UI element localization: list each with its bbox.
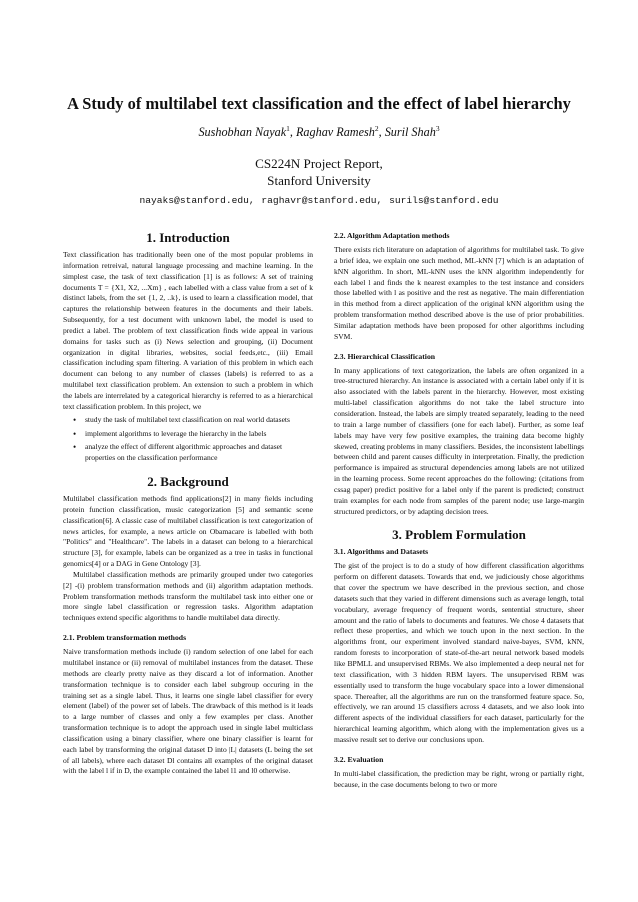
section-heading: 1. Introduction (146, 230, 230, 245)
paragraph: Multilabel classification methods are primarily grouped under two categories [2] -(i) problem transformation methods and (ii) algorithm adaptation methods. Problem transformation methods transform the multilabel task into either one or more single label classification or regression tasks. Algorithm adaptation techniques extend specific algorithms to handle multilabel data directly. (63, 569, 313, 623)
paper-title: A Study of multilabel text classification and the effect of label hierarchy (67, 94, 571, 113)
paragraph: Naive transformation methods include (i) random selection of one label for each multilabel instance or (ii) removal of multilabel instances from the dataset. These methods are clearly pretty naive as they discard a lot of information. Another transformation technique is to consider each label subgroup occuring in the training set as a single label. Thus, it learns one single label classifier for every element (label) of the power set of labels. The drawback of this method is it leads to a large number of classes and only a few examples per class. Another transformation technique is to adopt the approach used in single label multiclass classification using a binary classifier, where one binary classifier is learnt for each label by transforming the original dataset D into |L| datasets (L being the set of all labels), where each dataset Dl contains all examples of the original dataset with the label l if in D, the example contained the label l1 and l0 otherwise. (63, 647, 313, 776)
bullet-icon: • (73, 428, 77, 439)
right-column (334, 231, 584, 790)
author-list: Sushobhan Nayak$^1$, Raghav Ramesh$^2$, Suril Shah$^3$ (198, 124, 440, 140)
author-name: Sushobhan Nayak (198, 125, 287, 140)
author-affiliation: 3 (435, 124, 440, 133)
subsection-heading: 3.2. Evaluation (334, 754, 384, 764)
bullet-icon: • (73, 442, 77, 453)
subsection-heading: 2.1. Problem transformation methods (63, 633, 187, 643)
section-heading: 3. Problem Formulation (392, 527, 526, 543)
subsection-heading: 3.1. Algorithms and Datasets (334, 547, 429, 557)
author-affiliation: 1 (286, 124, 290, 133)
bullet-icon: • (73, 414, 77, 425)
author-name: Suril Shah (384, 125, 436, 140)
author-name: Raghav Ramesh (295, 125, 375, 140)
subsection-heading: 2.3. Hierarchical Classification (334, 351, 436, 361)
university-line: Stanford University (267, 173, 371, 188)
paragraph: In many applications of text categorization, the labels are often organized in a tree-structured hierarchy. An instance is associated with a certain label only if it is also associated with the labels parent in the hierarchy. However, most existing multi-label classification algorithms do not take the label structure into consideration. Instead, the labels are simply treated separately, leading to the need to train a large number of classifiers (one for each label). Further, as some leaf labels may have very few positive examples, the training data become highly skewed, creating problems in many classifiers. Besides, the inconsistent labellings between child and parent causes difficulty in interpretation. Finally, the prediction performance is impaired as structural dependencies among labels are not utilized in the learning process. Some recent approaches do the following: (citations from cssag paper) predict positive for a label only if the parent is predicted; construct train examples for each node from samples of the parent node; use large-margin structured predictors, or by adapting decision trees. (334, 365, 584, 516)
left-column (63, 230, 313, 777)
paragraph: In multi-label classification, the prediction may be right, wrong or partially right, because, in the case documents belong to two or more (334, 768, 584, 789)
paragraph: Multilabel classification methods find applications[2] in many fields including protein function classification, music categorization [5] and semantic scene classification[6]. A classic case of multilabel classification is text categorization of news articles, for example, a news article on Obamacare is labelled with both "Politics" and "Healthcare". The labels in a dataset can belong to a hierarchical structure [3], for example, labels can be organized as a tree in tasks in functional genomics[4] or a DAG in Gene Ontology [3]. (63, 494, 313, 569)
paragraph: The gist of the project is to do a study of how different classification algorithms perform on different datasets. Towards that end, we judiciously chose algorithms that cover the spectrum we have described in the previous section, and chose datasets such that they varied in different dimensions such as average length, total vocabulary, average frequency of frequent words, sentential structure, sheer amount and the ratio of labels to documents and features. We chose 4 datasets that reflect these properties, and which we touch upon in the next section. In the algorithms front, our experiment involved standard naive-bayes, SVM, kNN, random forests to incorporation of state-of-the-art neural network based models like BPMLL and unsupervised RBMs. We also implemented a deep neural net for text classification, with 3 hidden RBM layers. The unsupervised RBM was essentially used to transform the huge vocabulary space into a lower dimensional space. Thereafter, all the algorithms are run on the transformed feature space. So, effectively, we ran around 15 classifiers across 4 datasets, and we also look into different aspects of the individual classifiers for each dataset, particularly for the hierarchical learning algorithm, which along with the implementation gives us a massive result set to derive our conclusions upon. (334, 561, 584, 744)
email-line: nayaks@stanford.edu, raghavr@stanford.edu, surils@stanford.edu (139, 195, 499, 206)
list-item: • analyze the effect of different algorithmic approaches and dataset properties on the classification performance (73, 442, 283, 463)
report-line: CS224N Project Report, (255, 156, 383, 171)
section-heading: 2. Background (147, 474, 229, 490)
bullet-list (63, 415, 313, 464)
paragraph: Text classification has traditionally been one of the most popular problems in information retreival, natural language processing and machine learning. In the simplest case, the task of text classification [1] is as follows: A set of training documents T = {X1, X2, ...Xm} , each labelled with a class value from a set of k distinct labels, from the set {1, 2, ..k}, is used to learn a classification model, that captures the relationship between features in the documents and their labels. Subsequently, for a test document with unknown label, the model is used to predict a label. The problem of text classification finds wide appeal in various domains for tasks such as (i) News selection and grouping, (ii) Document organization in digital libraries, websites, social feeds,etc., (iii) Email classification including spam filtering. A variation of this problem in which each document can belong to any number of classes (labels) is referred to as a multilabel text classification problem. An extension to such a problem in which the labels are interrelated by a categorical hierarchy is referred to as a hierarchical text classification problem. In this project, we (63, 250, 313, 411)
list-item: • implement algorithms to leverage the hierarchy in the labels (73, 428, 267, 439)
author-affiliation: 2 (374, 124, 379, 133)
paragraph: There exists rich literature on adaptation of algorithms for multilabel task. To give a brief idea, we explain one such method, ML-kNN [7] which is an adaptation of kNN algorithm. In short, ML-kNN uses the kNN algorithm independently for each label l and finds the k nearest examples to the test instance and considers those labelled with l as positive and the rest as negative. The main differentiation in this method from a direct application of the original kNN algorithm using the problem transformation method described above is the use of prior probabilities. Similar adaptation methods have been proposed for other algorithms including SVM. (334, 245, 584, 341)
list-item: • study the task of multilabel text classification on real world datasets (73, 414, 290, 425)
subsection-heading: 2.2. Algorithm Adaptation methods (334, 231, 450, 240)
